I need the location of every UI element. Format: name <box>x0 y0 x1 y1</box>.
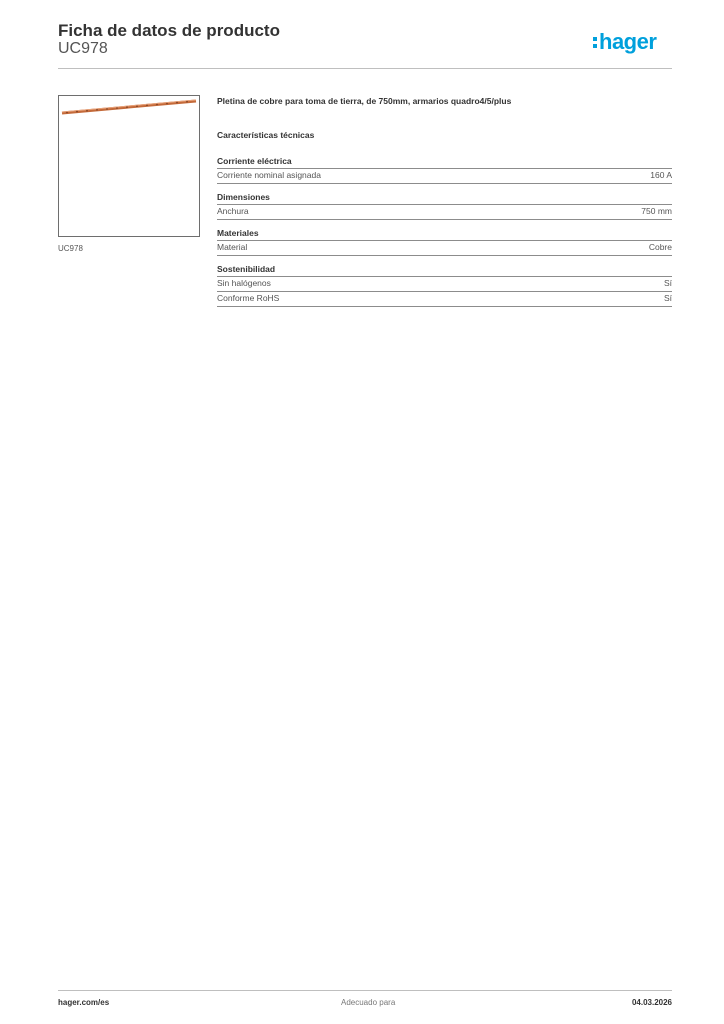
spec-label: Material <box>217 242 248 252</box>
spec-label: Conforme RoHS <box>217 293 280 303</box>
spec-value: 750 mm <box>641 206 672 216</box>
spec-value: Sí <box>663 293 672 303</box>
spec-label: Corriente nominal asignada <box>217 170 321 180</box>
copper-bar-picture <box>62 100 196 113</box>
product-description: Pletina de cobre para toma de tierra, de 750mm, armarios quadro4/5/plus <box>217 96 512 106</box>
spec-value: Cobre <box>648 242 672 252</box>
spec-table <box>217 155 672 314</box>
tech-heading: Características técnicas <box>217 130 315 140</box>
footer-website-link[interactable]: hager.com/es <box>58 998 110 1007</box>
spec-group-current <box>217 155 672 184</box>
logo-dot-bottom <box>593 44 597 48</box>
spec-value: Sí <box>663 278 672 288</box>
header-divider <box>58 68 672 69</box>
spec-row <box>217 277 672 292</box>
spec-group-sustainability <box>217 263 672 307</box>
spec-group-title: Corriente eléctrica <box>217 155 672 169</box>
spec-group-dimensions <box>217 191 672 220</box>
spec-group-title: Dimensiones <box>217 191 672 205</box>
logo-wordmark: hager <box>599 29 657 54</box>
spec-label: Sin halógenos <box>217 278 271 288</box>
page-title: Ficha de datos de producto <box>58 21 280 40</box>
spec-row <box>217 292 672 307</box>
footer-suitable-for: Adecuado para <box>341 998 396 1007</box>
spec-row <box>217 205 672 220</box>
logo-dot-top <box>593 37 597 41</box>
image-caption: UC978 <box>58 244 83 253</box>
spec-group-materials <box>217 227 672 256</box>
product-code: UC978 <box>58 40 108 57</box>
spec-group-title: Sostenibilidad <box>217 263 672 277</box>
spec-label: Anchura <box>217 206 249 216</box>
spec-value: 160 A <box>650 170 672 180</box>
footer-date: 04.03.2026 <box>631 998 672 1007</box>
spec-group-title: Materiales <box>217 227 672 241</box>
spec-row <box>217 241 672 256</box>
spec-row <box>217 169 672 184</box>
hager-logo[interactable] <box>592 26 674 58</box>
product-image <box>58 95 200 237</box>
footer-divider <box>58 990 672 991</box>
